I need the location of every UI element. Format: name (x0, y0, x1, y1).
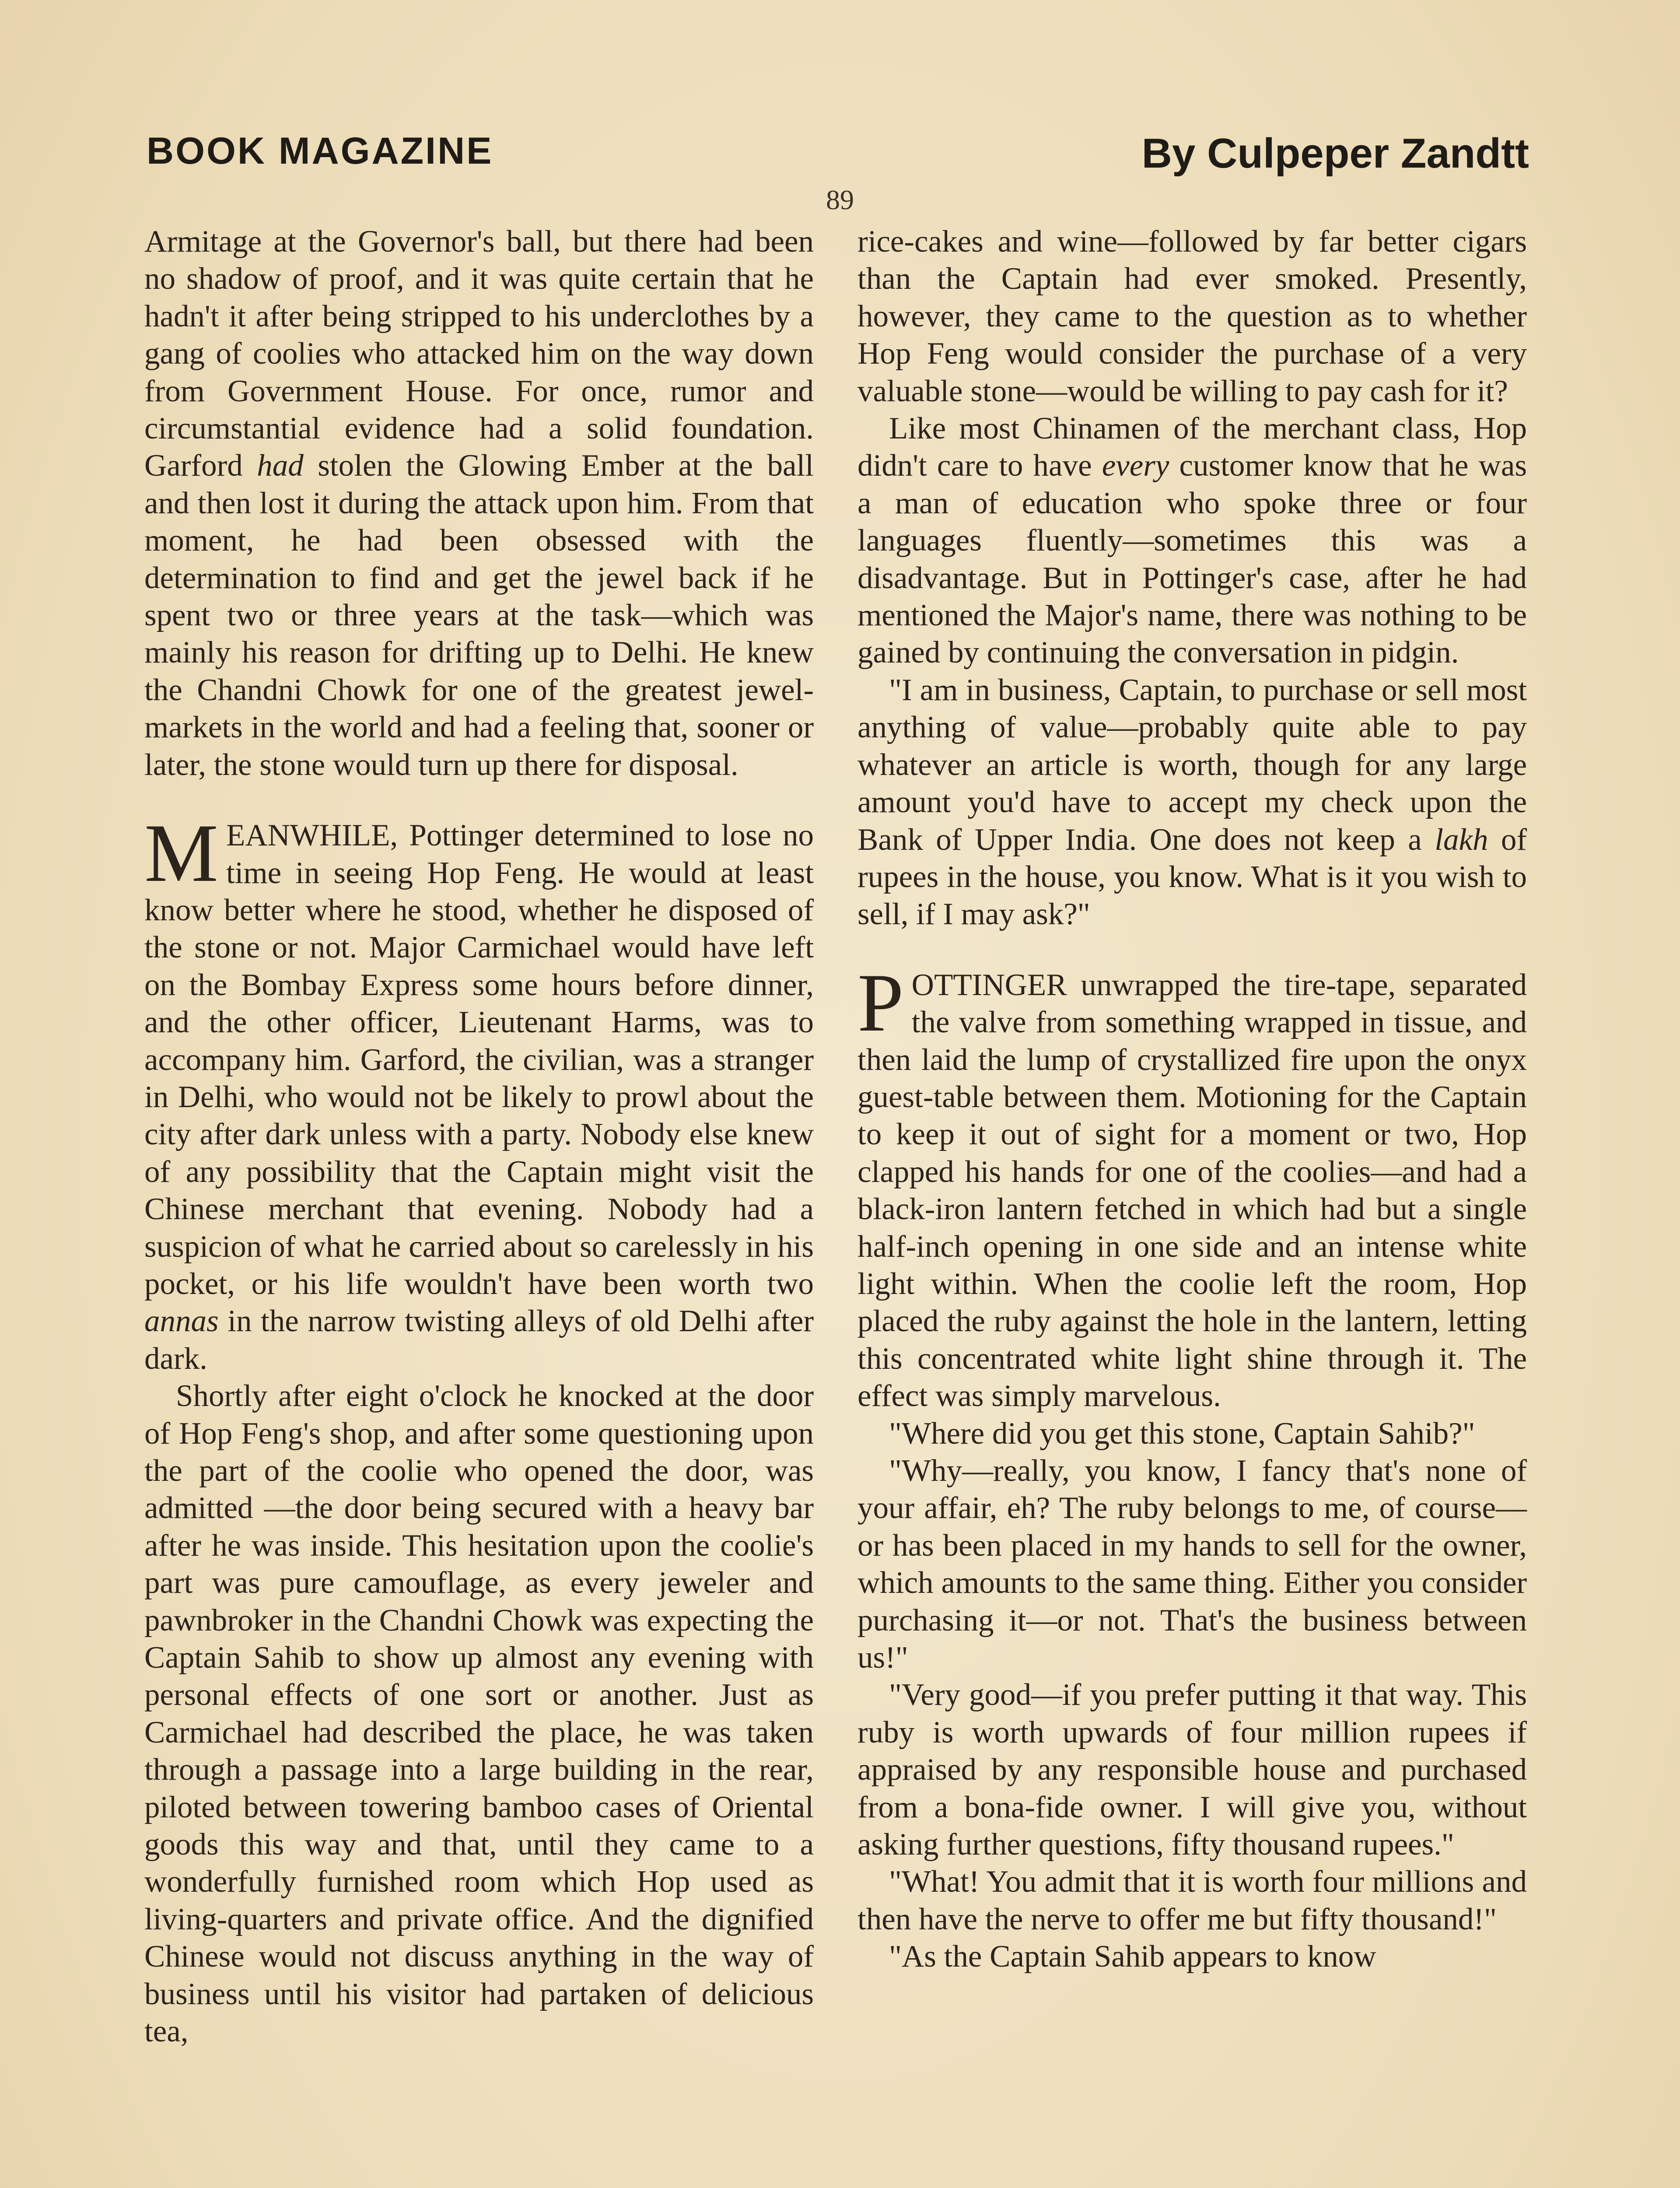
right-paragraph-5: "Where did you get this stone, Captain Sahib?" (889, 1416, 1475, 1451)
left-column (144, 223, 814, 2051)
right-paragraph-2: Like most Chinamen of the merchant class, Hop didn't care to have every customer know that he was a man of education who spoke three or four languages fluently—sometimes this was a disadvantage. But in Pottinger's case, after he had mentioned the Major's name, there was nothing to be gained by continuing the conversation in pidgin. (858, 411, 1527, 670)
right-paragraph-4: POTTINGER unwrapped the tire-tape, separated the valve from something wrapped in tissue, and then laid the lump of crystallized fire upon the onyx guest-table between them. Motioning for the Captain to keep it out of sight for a moment or two, Hop clapped his hands for one of the coolies—and had a black-iron lantern fetched in which had but a single half-inch opening in one side and an intense white light within. When the coolie left the room, Hop placed the ruby against the hole in the lantern, letting this concentrated white light shine through it. The effect was simply marvelous. (858, 957, 1527, 1413)
right-paragraph-9: "As the Captain Sahib appears to know (889, 1939, 1376, 1974)
magazine-title: BOOK MAGAZINE (147, 130, 494, 172)
right-paragraph-6: "Why—really, you know, I fancy that's none of your affair, eh? The ruby belongs to me, of course—or has been placed in my hands to sell for the owner, which amounts to the same thing. Either you consider purchasing it—or not. That's the business between us!" (858, 1454, 1527, 1675)
drop-cap: M (144, 807, 218, 900)
left-paragraph-3: Shortly after eight o'clock he knocked at the door of Hop Feng's shop, and after some questioning upon the part of the coolie who opened the door, was admitted —the door being secured with a heavy bar after he was inside. This hesitation upon the coolie's part was pure camouflage, as every jeweler and pawnbroker in the Chandni Chowk was expecting the Captain Sahib to show up almost any evening with personal effects of one sort or another. Just as Carmichael had described the place, he was taken through a passage into a large building in the rear, piloted between towering bamboo cases of Oriental goods this way and that, until they came to a wonderfully furnished room which Hop used as living-quarters and private office. And the dignified Chinese would not discuss anything in the way of business until his visitor had partaken of delicious tea, (144, 1379, 814, 2049)
right-paragraph-8: "What! You admit that it is worth four millions and then have the nerve to offer me but fifty thousand!" (858, 1865, 1527, 1936)
right-paragraph-7: "Very good—if you prefer putting it that way. This ruby is worth upwards of four million rupees if appraised by any responsible house and purchased from a bona-fide owner. I will give you, without asking further questions, fifty thousand rupees." (858, 1678, 1527, 1862)
author-byline: By Culpeper Zandtt (1141, 130, 1529, 177)
right-column (858, 223, 1527, 1976)
drop-cap: P (858, 957, 904, 1049)
left-paragraph-2: MEANWHILE, Pottinger determined to lose no time in seeing Hop Feng. He would at least know better where he stood, whether he disposed of the stone or not. Major Carmichael would have left on the Bombay Express some hours before dinner, and the other officer, Lieutenant Harms, was to accompany him. Garford, the civilian, was a stranger in Delhi, who would not be likely to prowl about the city after dark unless with a party. Nobody else knew of any possibility that the Captain might visit the Chinese merchant that evening. Nobody had a suspicion of what he carried about so carelessly in his pocket, or his life wouldn't have been worth two annas in the narrow twisting alleys of old Delhi after dark. (144, 807, 814, 1376)
right-paragraph-1: rice-cakes and wine—followed by far better cigars than the Captain had ever smoked. Presently, however, they came to the question as to whether Hop Feng would consider the purchase of a very valuable stone—would be willing to pay cash for it? (858, 224, 1527, 408)
page-number: 89 (826, 184, 854, 215)
right-paragraph-3: "I am in business, Captain, to purchase or sell most anything of value—probably quite able to pay whatever an article is worth, though for any large amount you'd have to accept my check upon the Bank of Upper India. One does not keep a lakh of rupees in the house, you know. What is it you wish to sell, if I may ask?" (858, 673, 1527, 932)
left-paragraph-1: Armitage at the Governor's ball, but there had been no shadow of proof, and it was quite certain that he hadn't it after being stripped to his underclothes by a gang of coolies who attacked him on the way down from Government House. For once, rumor and circumstantial evidence had a solid foundation. Garford had stolen the Glowing Ember at the ball and then lost it during the attack upon him. From that moment, he had been obsessed with the determination to find and get the jewel back if he spent two or three years at the task—which was mainly his reason for drifting up to Delhi. He knew the Chandni Chowk for one of the greatest jewel-markets in the world and had a feeling that, sooner or later, the stone would turn up there for disposal. (144, 224, 814, 782)
